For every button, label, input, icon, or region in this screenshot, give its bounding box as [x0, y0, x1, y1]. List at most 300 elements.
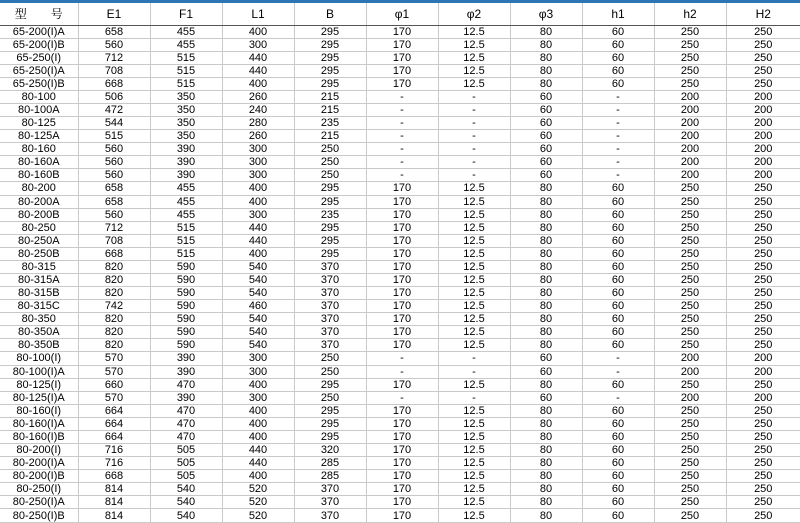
value-cell[interactable]: 60 — [582, 182, 654, 195]
value-cell[interactable]: 250 — [726, 470, 800, 483]
model-cell[interactable]: 80-160 — [0, 143, 78, 156]
value-cell[interactable]: 470 — [150, 430, 222, 443]
value-cell[interactable]: 440 — [222, 64, 294, 77]
value-cell[interactable]: - — [582, 117, 654, 130]
value-cell[interactable]: 250 — [654, 470, 726, 483]
value-cell[interactable]: - — [366, 169, 438, 182]
column-header-φ1[interactable]: φ1 — [366, 3, 438, 25]
value-cell[interactable]: 60 — [582, 457, 654, 470]
value-cell[interactable]: 250 — [726, 64, 800, 77]
value-cell[interactable]: 250 — [654, 182, 726, 195]
value-cell[interactable]: - — [366, 103, 438, 116]
model-cell[interactable]: 80-125(I) — [0, 378, 78, 391]
value-cell[interactable]: 250 — [294, 143, 366, 156]
value-cell[interactable]: 12.5 — [438, 417, 510, 430]
value-cell[interactable]: 664 — [78, 417, 150, 430]
value-cell[interactable]: 440 — [222, 234, 294, 247]
value-cell[interactable]: 12.5 — [438, 457, 510, 470]
value-cell[interactable]: 200 — [654, 143, 726, 156]
value-cell[interactable]: 370 — [294, 509, 366, 523]
value-cell[interactable]: - — [582, 130, 654, 143]
value-cell[interactable]: 12.5 — [438, 247, 510, 260]
value-cell[interactable]: 60 — [582, 38, 654, 51]
value-cell[interactable]: 200 — [654, 352, 726, 365]
model-cell[interactable]: 65-200(I)A — [0, 25, 78, 38]
value-cell[interactable]: 515 — [150, 221, 222, 234]
value-cell[interactable]: 814 — [78, 483, 150, 496]
value-cell[interactable]: 60 — [510, 130, 582, 143]
value-cell[interactable]: 250 — [654, 509, 726, 523]
value-cell[interactable]: 200 — [654, 156, 726, 169]
value-cell[interactable]: 540 — [222, 326, 294, 339]
value-cell[interactable]: 215 — [294, 90, 366, 103]
value-cell[interactable]: 250 — [726, 247, 800, 260]
value-cell[interactable]: 390 — [150, 352, 222, 365]
value-cell[interactable]: 668 — [78, 77, 150, 90]
value-cell[interactable]: 60 — [582, 221, 654, 234]
value-cell[interactable]: 400 — [222, 378, 294, 391]
value-cell[interactable]: 668 — [78, 247, 150, 260]
value-cell[interactable]: 660 — [78, 378, 150, 391]
model-cell[interactable]: 80-250A — [0, 234, 78, 247]
value-cell[interactable]: 400 — [222, 25, 294, 38]
value-cell[interactable]: 80 — [510, 313, 582, 326]
value-cell[interactable]: 240 — [222, 103, 294, 116]
value-cell[interactable]: 200 — [726, 169, 800, 182]
value-cell[interactable]: 170 — [366, 221, 438, 234]
value-cell[interactable]: 295 — [294, 378, 366, 391]
value-cell[interactable]: 250 — [654, 195, 726, 208]
model-cell[interactable]: 80-100(I)A — [0, 365, 78, 378]
value-cell[interactable]: 470 — [150, 378, 222, 391]
value-cell[interactable]: 250 — [726, 260, 800, 273]
value-cell[interactable]: 400 — [222, 417, 294, 430]
value-cell[interactable]: 250 — [654, 38, 726, 51]
value-cell[interactable]: 60 — [582, 496, 654, 509]
value-cell[interactable]: 814 — [78, 496, 150, 509]
value-cell[interactable]: 12.5 — [438, 260, 510, 273]
value-cell[interactable]: 12.5 — [438, 496, 510, 509]
value-cell[interactable]: 590 — [150, 339, 222, 352]
value-cell[interactable]: 80 — [510, 221, 582, 234]
value-cell[interactable]: 250 — [726, 234, 800, 247]
model-cell[interactable]: 80-200 — [0, 182, 78, 195]
value-cell[interactable]: 250 — [726, 195, 800, 208]
value-cell[interactable]: 370 — [294, 339, 366, 352]
value-cell[interactable]: 250 — [654, 260, 726, 273]
value-cell[interactable]: - — [582, 156, 654, 169]
value-cell[interactable]: 170 — [366, 339, 438, 352]
value-cell[interactable]: 80 — [510, 378, 582, 391]
value-cell[interactable]: 60 — [510, 156, 582, 169]
value-cell[interactable]: 455 — [150, 38, 222, 51]
model-cell[interactable]: 80-100 — [0, 90, 78, 103]
value-cell[interactable]: 250 — [294, 169, 366, 182]
value-cell[interactable]: 170 — [366, 195, 438, 208]
value-cell[interactable]: 250 — [654, 444, 726, 457]
value-cell[interactable]: 12.5 — [438, 64, 510, 77]
value-cell[interactable]: 12.5 — [438, 300, 510, 313]
value-cell[interactable]: 505 — [150, 457, 222, 470]
value-cell[interactable]: 250 — [726, 326, 800, 339]
value-cell[interactable]: 12.5 — [438, 287, 510, 300]
value-cell[interactable]: 170 — [366, 287, 438, 300]
value-cell[interactable]: 60 — [582, 77, 654, 90]
value-cell[interactable]: 12.5 — [438, 430, 510, 443]
value-cell[interactable]: 170 — [366, 260, 438, 273]
value-cell[interactable]: 250 — [654, 64, 726, 77]
value-cell[interactable]: 60 — [510, 391, 582, 404]
value-cell[interactable]: 320 — [294, 444, 366, 457]
value-cell[interactable]: 440 — [222, 221, 294, 234]
value-cell[interactable]: 80 — [510, 64, 582, 77]
value-cell[interactable]: 235 — [294, 117, 366, 130]
value-cell[interactable]: 250 — [726, 430, 800, 443]
model-cell[interactable]: 80-200B — [0, 208, 78, 221]
value-cell[interactable]: 250 — [726, 417, 800, 430]
value-cell[interactable]: 60 — [582, 300, 654, 313]
value-cell[interactable]: - — [366, 352, 438, 365]
value-cell[interactable]: 295 — [294, 234, 366, 247]
value-cell[interactable]: 80 — [510, 300, 582, 313]
value-cell[interactable]: 544 — [78, 117, 150, 130]
value-cell[interactable]: 200 — [654, 391, 726, 404]
value-cell[interactable]: 300 — [222, 156, 294, 169]
value-cell[interactable]: 200 — [654, 117, 726, 130]
model-cell[interactable]: 80-350A — [0, 326, 78, 339]
value-cell[interactable]: 300 — [222, 208, 294, 221]
value-cell[interactable]: 250 — [726, 51, 800, 64]
value-cell[interactable]: 260 — [222, 130, 294, 143]
value-cell[interactable]: 250 — [726, 221, 800, 234]
value-cell[interactable]: 250 — [654, 287, 726, 300]
value-cell[interactable]: 12.5 — [438, 25, 510, 38]
value-cell[interactable]: 300 — [222, 38, 294, 51]
value-cell[interactable]: 250 — [726, 457, 800, 470]
value-cell[interactable]: - — [438, 130, 510, 143]
value-cell[interactable]: 12.5 — [438, 326, 510, 339]
value-cell[interactable]: 400 — [222, 470, 294, 483]
value-cell[interactable]: 250 — [654, 430, 726, 443]
value-cell[interactable]: 560 — [78, 143, 150, 156]
model-cell[interactable]: 80-200(I)B — [0, 470, 78, 483]
value-cell[interactable]: 170 — [366, 25, 438, 38]
value-cell[interactable]: 60 — [582, 208, 654, 221]
model-cell[interactable]: 80-315A — [0, 273, 78, 286]
value-cell[interactable]: 80 — [510, 457, 582, 470]
value-cell[interactable]: 472 — [78, 103, 150, 116]
column-header-h2[interactable]: H2 — [726, 3, 800, 25]
value-cell[interactable]: 370 — [294, 496, 366, 509]
value-cell[interactable]: 250 — [726, 313, 800, 326]
value-cell[interactable]: 820 — [78, 273, 150, 286]
value-cell[interactable]: 712 — [78, 51, 150, 64]
value-cell[interactable]: 170 — [366, 444, 438, 457]
value-cell[interactable]: 250 — [726, 208, 800, 221]
value-cell[interactable]: 170 — [366, 378, 438, 391]
value-cell[interactable]: 80 — [510, 326, 582, 339]
value-cell[interactable]: 455 — [150, 195, 222, 208]
value-cell[interactable]: - — [438, 117, 510, 130]
value-cell[interactable]: 170 — [366, 404, 438, 417]
value-cell[interactable]: 12.5 — [438, 208, 510, 221]
value-cell[interactable]: 80 — [510, 25, 582, 38]
value-cell[interactable]: - — [438, 169, 510, 182]
value-cell[interactable]: 664 — [78, 430, 150, 443]
value-cell[interactable]: 12.5 — [438, 313, 510, 326]
value-cell[interactable]: 250 — [654, 326, 726, 339]
value-cell[interactable]: 80 — [510, 182, 582, 195]
value-cell[interactable]: 250 — [294, 352, 366, 365]
value-cell[interactable]: 200 — [726, 143, 800, 156]
value-cell[interactable]: - — [582, 143, 654, 156]
model-cell[interactable]: 80-160(I)A — [0, 417, 78, 430]
value-cell[interactable]: - — [366, 365, 438, 378]
value-cell[interactable]: 250 — [654, 51, 726, 64]
value-cell[interactable]: 295 — [294, 51, 366, 64]
value-cell[interactable]: 250 — [726, 509, 800, 523]
value-cell[interactable]: 250 — [726, 273, 800, 286]
value-cell[interactable]: 370 — [294, 300, 366, 313]
value-cell[interactable]: 12.5 — [438, 38, 510, 51]
value-cell[interactable]: 80 — [510, 195, 582, 208]
value-cell[interactable]: 820 — [78, 260, 150, 273]
value-cell[interactable]: 12.5 — [438, 378, 510, 391]
value-cell[interactable]: 570 — [78, 391, 150, 404]
model-cell[interactable]: 80-100A — [0, 103, 78, 116]
value-cell[interactable]: 820 — [78, 326, 150, 339]
value-cell[interactable]: 560 — [78, 38, 150, 51]
value-cell[interactable]: - — [582, 90, 654, 103]
value-cell[interactable]: 12.5 — [438, 195, 510, 208]
value-cell[interactable]: 60 — [582, 51, 654, 64]
value-cell[interactable]: - — [582, 352, 654, 365]
value-cell[interactable]: 250 — [654, 234, 726, 247]
value-cell[interactable]: 300 — [222, 352, 294, 365]
value-cell[interactable]: 540 — [150, 496, 222, 509]
value-cell[interactable]: 170 — [366, 496, 438, 509]
value-cell[interactable]: 80 — [510, 496, 582, 509]
value-cell[interactable]: 708 — [78, 234, 150, 247]
value-cell[interactable]: 12.5 — [438, 404, 510, 417]
value-cell[interactable]: - — [582, 365, 654, 378]
value-cell[interactable]: 540 — [222, 260, 294, 273]
value-cell[interactable]: 60 — [582, 273, 654, 286]
value-cell[interactable]: 590 — [150, 300, 222, 313]
value-cell[interactable]: 200 — [726, 90, 800, 103]
value-cell[interactable]: 60 — [582, 64, 654, 77]
value-cell[interactable]: 80 — [510, 287, 582, 300]
model-cell[interactable]: 65-250(I)B — [0, 77, 78, 90]
value-cell[interactable]: 440 — [222, 457, 294, 470]
value-cell[interactable]: 200 — [726, 103, 800, 116]
value-cell[interactable]: 300 — [222, 365, 294, 378]
value-cell[interactable]: 12.5 — [438, 444, 510, 457]
value-cell[interactable]: 200 — [654, 130, 726, 143]
value-cell[interactable]: 60 — [582, 470, 654, 483]
value-cell[interactable]: 60 — [510, 352, 582, 365]
model-cell[interactable]: 80-160A — [0, 156, 78, 169]
value-cell[interactable]: 370 — [294, 287, 366, 300]
value-cell[interactable]: 370 — [294, 273, 366, 286]
value-cell[interactable]: 200 — [726, 391, 800, 404]
value-cell[interactable]: 80 — [510, 444, 582, 457]
value-cell[interactable]: 505 — [150, 470, 222, 483]
value-cell[interactable]: 570 — [78, 365, 150, 378]
value-cell[interactable]: 250 — [726, 483, 800, 496]
value-cell[interactable]: 250 — [654, 339, 726, 352]
value-cell[interactable]: 820 — [78, 313, 150, 326]
value-cell[interactable]: 460 — [222, 300, 294, 313]
value-cell[interactable]: 350 — [150, 103, 222, 116]
value-cell[interactable]: 250 — [654, 378, 726, 391]
model-cell[interactable]: 65-200(I)B — [0, 38, 78, 51]
value-cell[interactable]: 250 — [726, 287, 800, 300]
value-cell[interactable]: 170 — [366, 182, 438, 195]
value-cell[interactable]: 170 — [366, 483, 438, 496]
value-cell[interactable]: 12.5 — [438, 51, 510, 64]
value-cell[interactable]: 370 — [294, 260, 366, 273]
value-cell[interactable]: 250 — [726, 404, 800, 417]
value-cell[interactable]: 295 — [294, 38, 366, 51]
value-cell[interactable]: 300 — [222, 391, 294, 404]
value-cell[interactable]: 250 — [654, 300, 726, 313]
value-cell[interactable]: 295 — [294, 25, 366, 38]
value-cell[interactable]: 200 — [654, 169, 726, 182]
value-cell[interactable]: 370 — [294, 326, 366, 339]
value-cell[interactable]: 60 — [582, 404, 654, 417]
value-cell[interactable]: 60 — [510, 103, 582, 116]
value-cell[interactable]: 60 — [582, 430, 654, 443]
value-cell[interactable]: 400 — [222, 404, 294, 417]
value-cell[interactable]: 12.5 — [438, 509, 510, 523]
value-cell[interactable]: 540 — [150, 509, 222, 523]
column-header-h1[interactable]: h1 — [582, 3, 654, 25]
value-cell[interactable]: 570 — [78, 352, 150, 365]
value-cell[interactable]: 540 — [222, 339, 294, 352]
value-cell[interactable]: 300 — [222, 169, 294, 182]
value-cell[interactable]: 60 — [582, 378, 654, 391]
value-cell[interactable]: 250 — [654, 221, 726, 234]
value-cell[interactable]: 390 — [150, 143, 222, 156]
value-cell[interactable]: 560 — [78, 156, 150, 169]
value-cell[interactable]: 80 — [510, 404, 582, 417]
value-cell[interactable]: 80 — [510, 430, 582, 443]
value-cell[interactable]: 814 — [78, 509, 150, 523]
value-cell[interactable]: 12.5 — [438, 182, 510, 195]
value-cell[interactable]: 295 — [294, 417, 366, 430]
value-cell[interactable]: 540 — [150, 483, 222, 496]
value-cell[interactable]: 820 — [78, 287, 150, 300]
value-cell[interactable]: 170 — [366, 430, 438, 443]
value-cell[interactable]: 12.5 — [438, 234, 510, 247]
value-cell[interactable]: 515 — [150, 64, 222, 77]
value-cell[interactable]: 300 — [222, 143, 294, 156]
value-cell[interactable]: 658 — [78, 195, 150, 208]
value-cell[interactable]: 455 — [150, 25, 222, 38]
value-cell[interactable]: 295 — [294, 430, 366, 443]
model-cell[interactable]: 80-250(I) — [0, 483, 78, 496]
value-cell[interactable]: 80 — [510, 273, 582, 286]
model-cell[interactable]: 80-315C — [0, 300, 78, 313]
value-cell[interactable]: 440 — [222, 51, 294, 64]
value-cell[interactable]: 295 — [294, 404, 366, 417]
value-cell[interactable]: 250 — [294, 156, 366, 169]
model-cell[interactable]: 65-250(I) — [0, 51, 78, 64]
value-cell[interactable]: 200 — [726, 117, 800, 130]
value-cell[interactable]: 60 — [582, 247, 654, 260]
value-cell[interactable]: 520 — [222, 509, 294, 523]
value-cell[interactable]: - — [438, 156, 510, 169]
value-cell[interactable]: 200 — [726, 130, 800, 143]
value-cell[interactable]: 716 — [78, 444, 150, 457]
value-cell[interactable]: 60 — [582, 417, 654, 430]
value-cell[interactable]: 658 — [78, 25, 150, 38]
value-cell[interactable]: - — [366, 117, 438, 130]
value-cell[interactable]: 590 — [150, 313, 222, 326]
value-cell[interactable]: 60 — [582, 339, 654, 352]
value-cell[interactable]: 350 — [150, 130, 222, 143]
value-cell[interactable]: 80 — [510, 470, 582, 483]
column-header-b[interactable]: B — [294, 3, 366, 25]
value-cell[interactable]: 200 — [654, 90, 726, 103]
value-cell[interactable]: 520 — [222, 483, 294, 496]
value-cell[interactable]: 60 — [582, 287, 654, 300]
value-cell[interactable]: 455 — [150, 208, 222, 221]
value-cell[interactable]: 60 — [582, 25, 654, 38]
model-cell[interactable]: 80-350 — [0, 313, 78, 326]
column-header-model[interactable]: 型 号 — [0, 3, 78, 25]
value-cell[interactable]: 590 — [150, 326, 222, 339]
value-cell[interactable]: 12.5 — [438, 273, 510, 286]
value-cell[interactable]: 285 — [294, 470, 366, 483]
value-cell[interactable]: 60 — [582, 234, 654, 247]
value-cell[interactable]: 12.5 — [438, 221, 510, 234]
value-cell[interactable]: 170 — [366, 64, 438, 77]
value-cell[interactable]: 668 — [78, 470, 150, 483]
value-cell[interactable]: 515 — [150, 234, 222, 247]
value-cell[interactable]: 250 — [654, 273, 726, 286]
value-cell[interactable]: 215 — [294, 103, 366, 116]
value-cell[interactable]: 390 — [150, 391, 222, 404]
value-cell[interactable]: 250 — [294, 365, 366, 378]
model-cell[interactable]: 80-125(I)A — [0, 391, 78, 404]
value-cell[interactable]: 250 — [654, 77, 726, 90]
value-cell[interactable]: 250 — [726, 25, 800, 38]
value-cell[interactable]: 590 — [150, 273, 222, 286]
value-cell[interactable]: 235 — [294, 208, 366, 221]
value-cell[interactable]: - — [366, 391, 438, 404]
value-cell[interactable]: 12.5 — [438, 77, 510, 90]
value-cell[interactable]: 295 — [294, 64, 366, 77]
value-cell[interactable]: 250 — [654, 483, 726, 496]
value-cell[interactable]: - — [438, 391, 510, 404]
value-cell[interactable]: 295 — [294, 247, 366, 260]
value-cell[interactable]: 170 — [366, 509, 438, 523]
model-cell[interactable]: 80-250 — [0, 221, 78, 234]
model-cell[interactable]: 80-250B — [0, 247, 78, 260]
value-cell[interactable]: 80 — [510, 247, 582, 260]
value-cell[interactable]: 12.5 — [438, 470, 510, 483]
value-cell[interactable]: 400 — [222, 77, 294, 90]
value-cell[interactable]: 280 — [222, 117, 294, 130]
model-cell[interactable]: 65-250(I)A — [0, 64, 78, 77]
value-cell[interactable]: 80 — [510, 208, 582, 221]
model-cell[interactable]: 80-160(I) — [0, 404, 78, 417]
value-cell[interactable]: 390 — [150, 365, 222, 378]
value-cell[interactable]: 590 — [150, 287, 222, 300]
value-cell[interactable]: 560 — [78, 208, 150, 221]
